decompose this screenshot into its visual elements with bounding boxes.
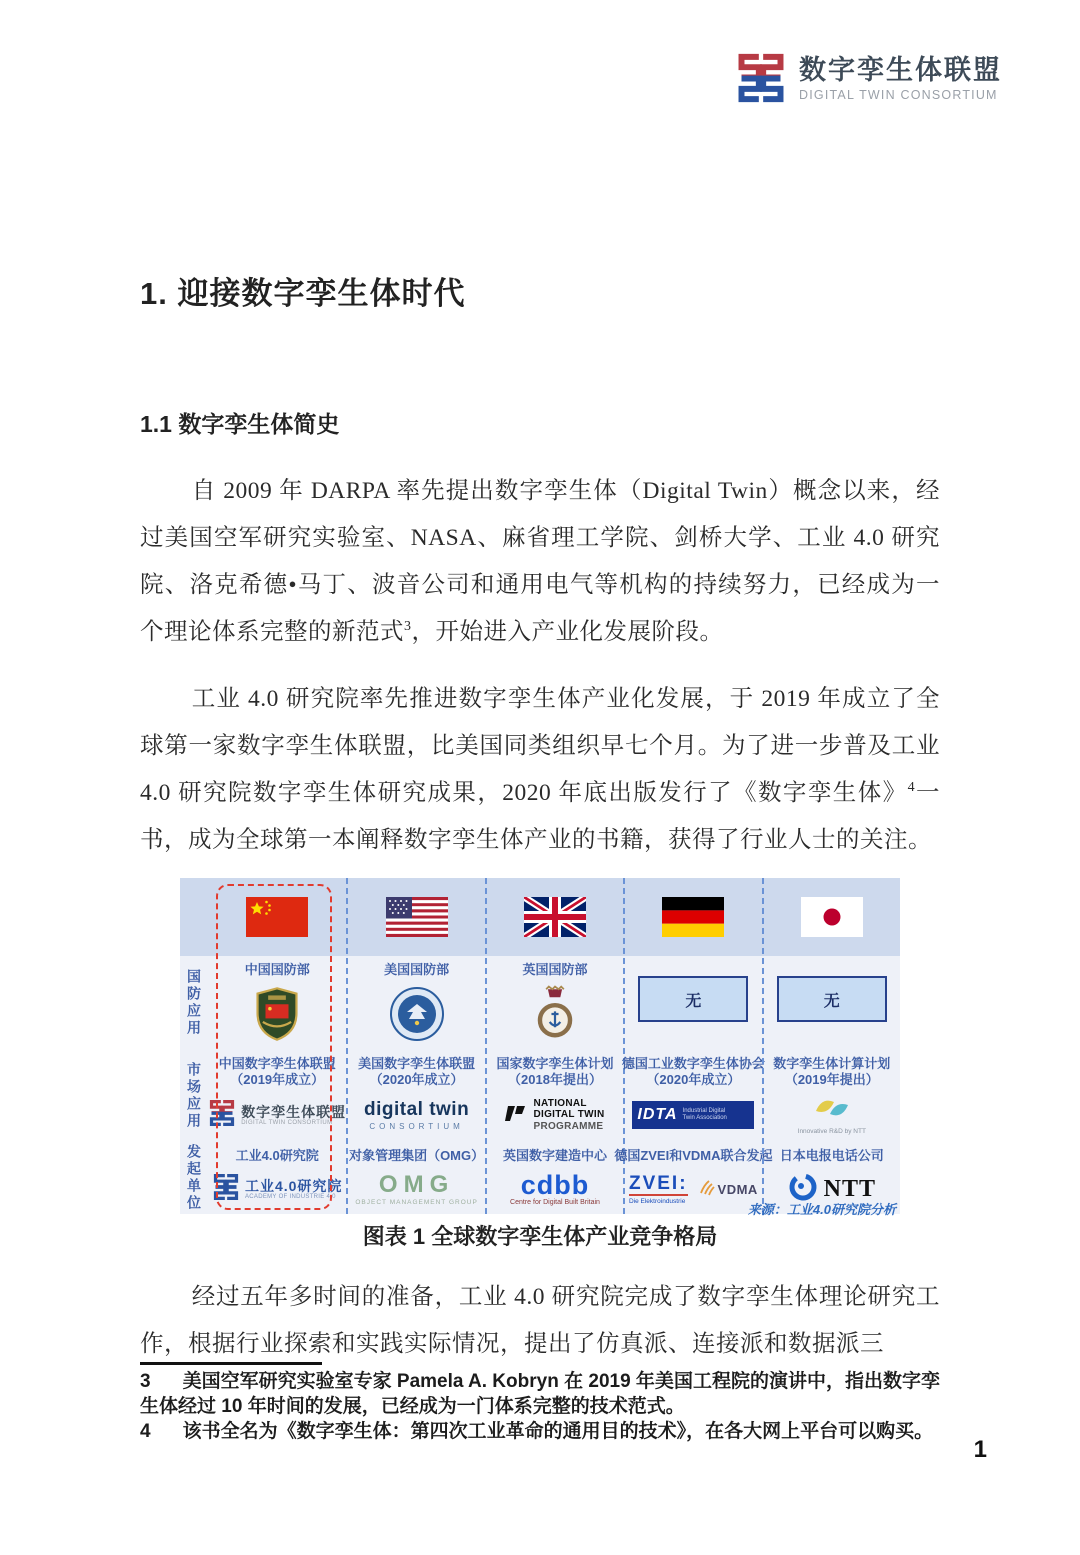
brand-name-cn: 数字孪生体联盟 xyxy=(799,54,1002,85)
us-dod-seal-icon xyxy=(348,978,484,1050)
usa-founder-name: 对象管理集团（OMG） xyxy=(349,1148,485,1163)
china-market-name: 中国数字孪生体联盟 xyxy=(218,1056,336,1071)
row-label-founder: 发起单位 xyxy=(186,1144,202,1212)
brand-name-en: DIGITAL TWIN CONSORTIUM xyxy=(799,87,998,102)
flag-germany-icon xyxy=(625,878,761,956)
ndtp-logo: NATIONAL DIGITAL TWIN PROGRAMME xyxy=(505,1098,604,1133)
row-label-market: 市场应用 xyxy=(186,1062,202,1130)
figure-source-note: 来源：工业4.0研究院分析 xyxy=(747,1202,896,1217)
usa-market-year: （2020年成立） xyxy=(369,1072,464,1087)
china-defense-label: 中国国防部 xyxy=(244,962,310,977)
japan-defense-none: 无 xyxy=(777,976,887,1022)
cdbb-logo: cdbb Centre for Digital Built Britain xyxy=(510,1170,600,1206)
footnote-ref-4: 4 xyxy=(907,780,916,796)
figure-column-china xyxy=(208,878,346,1214)
industrie40-logo-icon xyxy=(212,1173,240,1206)
flag-japan-icon xyxy=(764,878,900,956)
footnote-4 xyxy=(140,1419,940,1444)
industrie40-logo-en: ACADEMY OF INDUSTRIE 4.0 xyxy=(244,1193,336,1200)
usa-defense-label: 美国国防部 xyxy=(384,962,450,977)
figure-row-labels xyxy=(180,878,208,1214)
germany-market-name: 德国工业数字孪生体协会 xyxy=(621,1056,765,1071)
flag-uk-icon xyxy=(487,878,623,956)
paragraph-1-text: 自 2009 年 DARPA 率先提出数字孪生体（Digital Twin）概念以来，经过美国空军研究实验室、NASA、麻省理工学院、剑桥大学、工业 4.0 研究院、洛克希德•马丁、波音公司和通用电气等机构的持续努力，已经成为一个理论体系完整的新范式 xyxy=(140,478,940,645)
uk-defense-label: 英国国防部 xyxy=(522,962,588,977)
usa-market-name: 美国数字孪生体联盟 xyxy=(358,1056,476,1071)
figure-column-japan xyxy=(762,878,900,1214)
japan-founder-name: 日本电报电话公司 xyxy=(779,1148,884,1163)
figure-global-competition xyxy=(140,878,940,1252)
uk-founder-name: 英国数字建造中心 xyxy=(502,1148,607,1163)
dtc-china-logo xyxy=(208,1099,346,1132)
idta-logo: IDTA Industrial Digital Twin Association xyxy=(632,1101,754,1129)
china-market-year: （2019年成立） xyxy=(230,1072,325,1087)
chapter-title: 1. 迎接数字孪生体时代 xyxy=(140,276,466,311)
germany-market-year: （2020年成立） xyxy=(646,1072,741,1087)
ntt-rd-swirl-icon xyxy=(810,1095,854,1126)
flag-usa-icon xyxy=(348,878,484,956)
industrie40-logo-cn: 工业4.0研究院 xyxy=(244,1177,343,1194)
uk-mod-crest-icon xyxy=(487,978,623,1050)
page-content xyxy=(140,0,940,1444)
ntt-logo: NTT xyxy=(788,1172,876,1207)
ndtp-logo-icon xyxy=(505,1102,527,1129)
japan-market-year: （2019年提出） xyxy=(784,1072,879,1087)
footnote-4-number: 4 xyxy=(140,1421,151,1442)
paragraph-3-text: 经过五年多时间的准备，工业 4.0 研究院完成了数字孪生体理论研究工作，根据行业探索和实践实际情况，提出了仿真派、连接派和数据派三 xyxy=(140,1284,940,1357)
dtc-logo-cn: 数字孪生体联盟 xyxy=(241,1103,347,1120)
figure-column-germany xyxy=(614,878,773,1214)
germany-defense-none: 无 xyxy=(638,976,748,1022)
figure-column-uk xyxy=(485,878,623,1214)
footnote-4-text: 该书全名为《数字孪生体：第四次工业革命的通用目的技术》，在各大网上平台可以购买。 xyxy=(182,1421,934,1442)
footnote-3-number: 3 xyxy=(140,1371,151,1392)
vdma-arcs-icon xyxy=(698,1177,716,1202)
digital-twin-consortium-logo: digital twin CONSORTIUM xyxy=(363,1098,470,1131)
paragraph-3 xyxy=(140,1274,940,1368)
page-number: 1 xyxy=(973,1436,987,1463)
footnote-3-text: 美国空军研究实验室专家 Pamela A. Kobryn 在 2019 年美国工程院的演讲中，指出数字孪生体经过 10 年时间的发展，已经成为一门体系完整的技术范式。 xyxy=(140,1371,940,1417)
row-label-defense: 国防应用 xyxy=(186,969,202,1037)
footnote-3 xyxy=(140,1369,940,1419)
paragraph-2-text: 工业 4.0 研究院率先推进数字孪生体产业化发展，于 2019 年成立了全球第一家数字孪生体联盟，比美国同类组织早七个月。为了进一步普及工业 4.0 研究院数字孪生体研究成果，2020 年底出版发行了《数字孪生体》 xyxy=(140,686,940,806)
figure-column-usa xyxy=(346,878,484,1214)
japan-market-name: 数字孪生体计算计划 xyxy=(773,1056,891,1071)
flag-china-icon xyxy=(208,878,346,956)
paragraph-2 xyxy=(140,676,940,864)
germany-founder-name: 德国ZVEI和VDMA联合发起 xyxy=(614,1148,773,1163)
omg-logo: OMG OBJECT MANAGEMENT GROUP xyxy=(355,1170,478,1206)
figure-chart-area xyxy=(180,878,900,1217)
china-founder-name: 工业4.0研究院 xyxy=(235,1148,319,1163)
china-defense-emblem-icon xyxy=(208,978,346,1050)
footnotes xyxy=(140,1369,940,1444)
ntt-rd-logo: Innovative R&D by NTT xyxy=(798,1095,866,1135)
industrie40-logo xyxy=(212,1173,342,1206)
dtc-logo-en: DIGITAL TWIN CONSORTIUM xyxy=(241,1119,333,1126)
dtc-logo-icon-small xyxy=(208,1099,236,1132)
paragraph-2-tail: 一书，成为全球第一本阐释数字孪生体产业的书籍，获得了行业人士的关注。 xyxy=(140,780,941,853)
zvei-vdma-logo: ZVEI: Die Elektroindustrie VDMA xyxy=(628,1172,758,1205)
paragraph-1 xyxy=(140,468,940,656)
uk-market-name: 国家数字孪生体计划 xyxy=(496,1056,614,1071)
section-heading: 1.1 数字孪生体简史 xyxy=(140,411,340,437)
figure-caption: 图表 1 全球数字孪生体产业竞争格局 xyxy=(362,1224,718,1249)
uk-market-year: （2018年提出） xyxy=(508,1072,602,1087)
footnote-ref-3: 3 xyxy=(404,619,412,635)
paragraph-1-tail: ，开始进入产业化发展阶段。 xyxy=(411,619,724,645)
